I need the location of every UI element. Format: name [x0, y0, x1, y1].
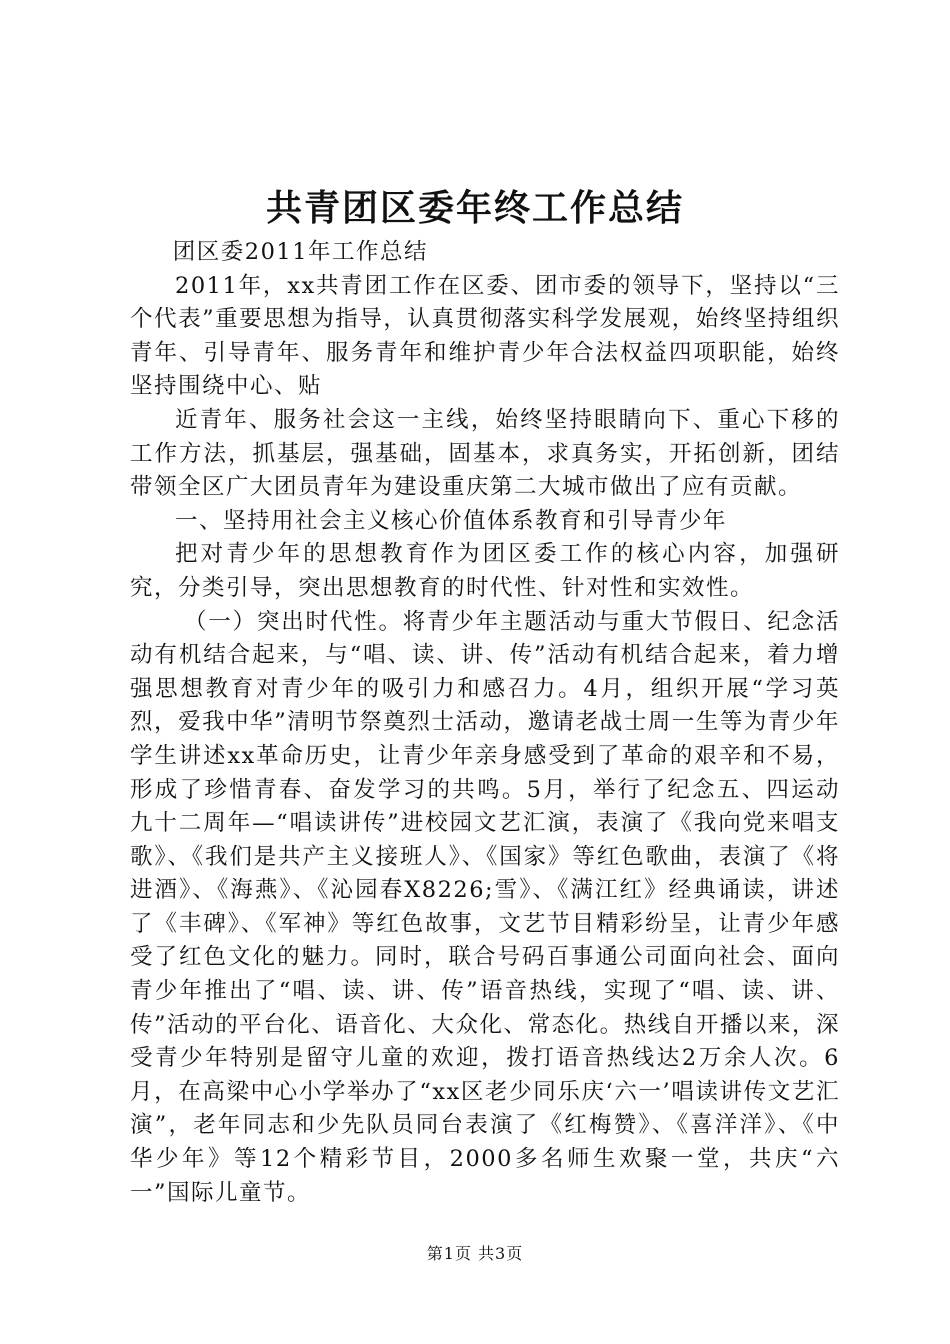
page-number: 第1页 共3页 [426, 1244, 524, 1263]
paragraph-intro-continued: 近青年、服务社会这一主线，始终坚持眼睛向下、重心下移的工作方法，抓基层，强基础，固基本，求真务实，开拓创新，团结带领全区广大团员青年为建设重庆第二大城市做出了应有贡献。 [130, 406, 840, 501]
section-heading-1: 一、坚持用社会主义核心价值体系教育和引导青少年 [175, 507, 728, 534]
document-title: 共青团区委年终工作总结 [265, 187, 684, 229]
paragraph-section-1: 把对青少年的思想教育作为团区委工作的核心内容，加强研究，分类引导，突出思想教育的时代性、针对性和实效性。 [130, 541, 840, 601]
paragraph-intro: 2011年，xx共青团工作在区委、团市委的领导下，坚持以“三个代表”重要思想为指导，认真贯彻落实科学发展观，始终坚持组织青年、引导青年、服务青年和维护青少年合法权益四项职能，始终坚持围绕中心、贴 [130, 272, 840, 400]
paragraph-subtitle: 团区委2011年工作总结 [172, 239, 429, 265]
paragraph-subsection-1: （一）突出时代性。将青少年主题活动与重大节假日、纪念活动有机结合起来，与“唱、读、讲、传”活动有机结合起来，着力增强思想教育对青少年的吸引力和感召力。4月，组织开展“学习英烈，爱我中华”清明节祭奠烈士活动，邀请老战士周一生等为青少年学生讲述xx革命历史，让青少年亲身感受到了革命的艰辛和不易，形成了珍惜青春、奋发学习的共鸣。5月，举行了纪念五、四运动九十二周年—“唱读讲传”进校园文艺汇演，表演了《我向党来唱支歌》、《我们是共产主义接班人》、《国家》等红色歌曲，表演了《将进酒》、《海燕》、《沁园春X8226;雪》、《满江红》经典诵读，讲述了《丰碑》、《军神》等红色故事，文艺节目精彩纷呈，让青少年感受了红色文化的魅力。同时，联合号码百事通公司面向社会、面向青少年推出了“唱、读、讲、传”语音热线，实现了“唱、读、讲、传”活动的平台化、语音化、大众化、常态化。热线自开播以来，深受青少年特别是留守儿童的欢迎，拨打语音热线达2万余人次。6月，在高梁中心小学举办了“xx区老少同乐庆‘六一’唱读讲传文艺汇演”，老年同志和少先队员同台表演了《红梅赞》、《喜洋洋》、《中华少年》等12个精彩节目，2000多名师生欢聚一堂，共庆“六一”国际儿童节。 [130, 608, 840, 1206]
document-body [130, 236, 840, 1210]
